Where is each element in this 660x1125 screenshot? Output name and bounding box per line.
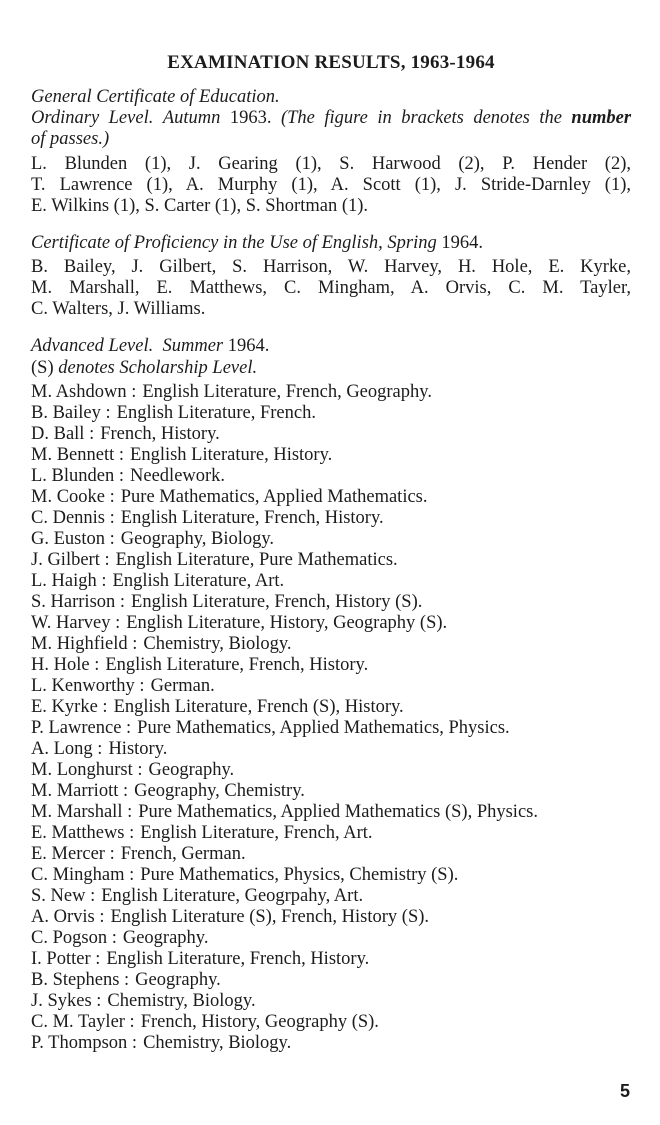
result-entry [31, 382, 631, 403]
ordinary-level-label: Ordinary Level. [31, 108, 154, 128]
proficiency-names-line: B. Bailey, J. Gilbert, S. Harrison, W. Harvey, H. Hole, E. Kyrke, [31, 257, 631, 277]
page-number: 5 [620, 1081, 631, 1101]
student-name: A. Long : [31, 739, 103, 759]
student-name: M. Longhurst : [31, 760, 143, 780]
student-subjects: Needlework. [130, 466, 226, 486]
student-name: M. Bennett : [31, 445, 125, 465]
student-name: B. Stephens : [31, 970, 130, 990]
student-name: E. Mercer : [31, 844, 115, 864]
result-entry [31, 487, 631, 508]
student-subjects: English Literature, French, History (S). [131, 592, 423, 612]
result-entry [31, 865, 631, 886]
result-entry [31, 928, 631, 949]
result-entry [31, 445, 631, 466]
student-subjects: German. [150, 676, 215, 696]
student-name: I. Potter : [31, 949, 101, 969]
student-name: C. M. Tayler : [31, 1012, 135, 1032]
student-subjects: Geography, Chemistry. [134, 781, 305, 801]
student-subjects: Chemistry, Biology. [107, 991, 256, 1011]
result-entry [31, 571, 631, 592]
gce-heading: General Certificate of Education. [31, 87, 280, 107]
student-name: B. Bailey : [31, 403, 111, 423]
student-subjects: English Literature (S), French, History (S). [110, 907, 430, 927]
result-entry [31, 550, 631, 571]
student-name: A. Orvis : [31, 907, 105, 927]
student-subjects: French, History, Geography (S). [140, 1012, 379, 1032]
student-name: P. Thompson : [31, 1033, 138, 1053]
ordinary-level-note: (The figure in brackets denotes the [280, 108, 562, 128]
student-name: M. Highfield : [31, 634, 138, 654]
student-name: J. Gilbert : [31, 550, 110, 570]
student-subjects: Geography, Biology. [120, 529, 275, 549]
student-subjects: French, German. [120, 844, 246, 864]
advanced-level-label: Advanced Level. [31, 336, 154, 356]
proficiency-heading-text: Certificate of Proficiency in the Use of English, Spring [31, 233, 437, 253]
result-entry [31, 718, 631, 739]
student-name: S. Harrison : [31, 592, 126, 612]
result-entry [31, 886, 631, 907]
scholarship-note [31, 358, 631, 379]
page-title: EXAMINATION RESULTS, 1963-1964 [167, 52, 495, 73]
student-subjects: Geography. [148, 760, 235, 780]
result-entry [31, 634, 631, 655]
result-entry [31, 592, 631, 613]
scholarship-note-prefix: (S) [31, 358, 54, 378]
proficiency-names-line: C. Walters, J. Williams. [31, 299, 206, 319]
result-entry [31, 907, 631, 928]
student-subjects: Pure Mathematics, Physics, Chemistry (S). [140, 865, 459, 885]
student-name: M. Cooke : [31, 487, 115, 507]
scholarship-note-text: denotes Scholarship Level. [58, 358, 258, 378]
student-subjects: English Literature, French, Art. [140, 823, 373, 843]
ordinary-level-passes-line: E. Wilkins (1), S. Carter (1), S. Shortman (1). [31, 196, 369, 216]
student-name: L. Blunden : [31, 466, 125, 486]
student-name: C. Mingham : [31, 865, 135, 885]
student-name: L. Kenworthy : [31, 676, 145, 696]
result-entry [31, 676, 631, 697]
result-entry [31, 970, 631, 991]
student-subjects: Pure Mathematics, Applied Mathematics (S), Physics. [138, 802, 538, 822]
student-subjects: English Literature, French. [116, 403, 316, 423]
student-name: E. Matthews : [31, 823, 135, 843]
result-entry [31, 760, 631, 781]
proficiency-heading [31, 233, 631, 254]
advanced-level-year: 1964. [227, 336, 270, 356]
student-name: W. Harvey : [31, 613, 121, 633]
result-entry [31, 781, 631, 802]
result-entry [31, 466, 631, 487]
student-name: M. Marriott : [31, 781, 129, 801]
student-name: M. Ashdown : [31, 382, 137, 402]
result-entry [31, 739, 631, 760]
student-subjects: English Literature, Geogrpahy, Art. [101, 886, 364, 906]
student-name: C. Dennis : [31, 508, 115, 528]
ordinary-level-passes-line: L. Blunden (1), J. Gearing (1), S. Harwood (2), P. Hender (2), [31, 154, 631, 174]
student-name: J. Sykes : [31, 991, 102, 1011]
student-subjects: English Literature, Pure Mathematics. [115, 550, 398, 570]
ordinary-level-passes-line: T. Lawrence (1), A. Murphy (1), A. Scott (1), J. Stride-Darnley (1), [31, 175, 631, 195]
advanced-level-heading [31, 336, 631, 357]
result-entry [31, 508, 631, 529]
result-entry [31, 613, 631, 634]
proficiency-year: 1964. [441, 233, 483, 253]
student-subjects: English Literature, French (S), History. [113, 697, 404, 717]
student-subjects: Chemistry, Biology. [143, 634, 292, 654]
advanced-level-season: Summer [162, 336, 224, 356]
student-name: M. Marshall : [31, 802, 133, 822]
student-subjects: Pure Mathematics, Applied Mathematics. [120, 487, 428, 507]
student-subjects: English Literature, French, History. [106, 949, 370, 969]
ordinary-level-year: 1963. [229, 108, 272, 128]
result-entry [31, 991, 631, 1012]
student-subjects: Geography. [122, 928, 209, 948]
student-subjects: English Literature, History. [130, 445, 333, 465]
student-subjects: English Literature, French, History. [105, 655, 369, 675]
student-subjects: English Literature, Art. [112, 571, 285, 591]
student-subjects: Geography. [135, 970, 221, 990]
student-name: E. Kyrke : [31, 697, 108, 717]
result-entry [31, 403, 631, 424]
result-entry [31, 844, 631, 865]
result-entry [31, 1033, 631, 1054]
ordinary-level-heading [31, 108, 631, 129]
result-entry [31, 529, 631, 550]
student-subjects: English Literature, French, Geography. [142, 382, 432, 402]
student-subjects: English Literature, History, Geography (S). [126, 613, 448, 633]
result-entry [31, 424, 631, 445]
student-subjects: Chemistry, Biology. [143, 1033, 292, 1053]
student-subjects: English Literature, French, History. [120, 508, 384, 528]
student-name: C. Pogson : [31, 928, 117, 948]
student-name: L. Haigh : [31, 571, 107, 591]
student-subjects: History. [108, 739, 168, 759]
result-entry [31, 949, 631, 970]
student-name: P. Lawrence : [31, 718, 132, 738]
student-subjects: Pure Mathematics, Applied Mathematics, Physics. [137, 718, 510, 738]
student-name: G. Euston : [31, 529, 115, 549]
student-subjects: French, History. [100, 424, 220, 444]
result-entry [31, 697, 631, 718]
ordinary-level-note-bold: number [571, 108, 632, 128]
ordinary-level-season: Autumn [162, 108, 221, 128]
student-name: D. Ball : [31, 424, 95, 444]
result-entry [31, 802, 631, 823]
student-name: H. Hole : [31, 655, 100, 675]
student-name: S. New : [31, 886, 96, 906]
proficiency-names-line: M. Marshall, E. Matthews, C. Mingham, A. Orvis, C. M. Tayler, [31, 278, 631, 298]
result-entry [31, 823, 631, 844]
ordinary-level-note-cont: of passes.) [31, 129, 110, 149]
result-entry [31, 655, 631, 676]
result-entry [31, 1012, 631, 1033]
